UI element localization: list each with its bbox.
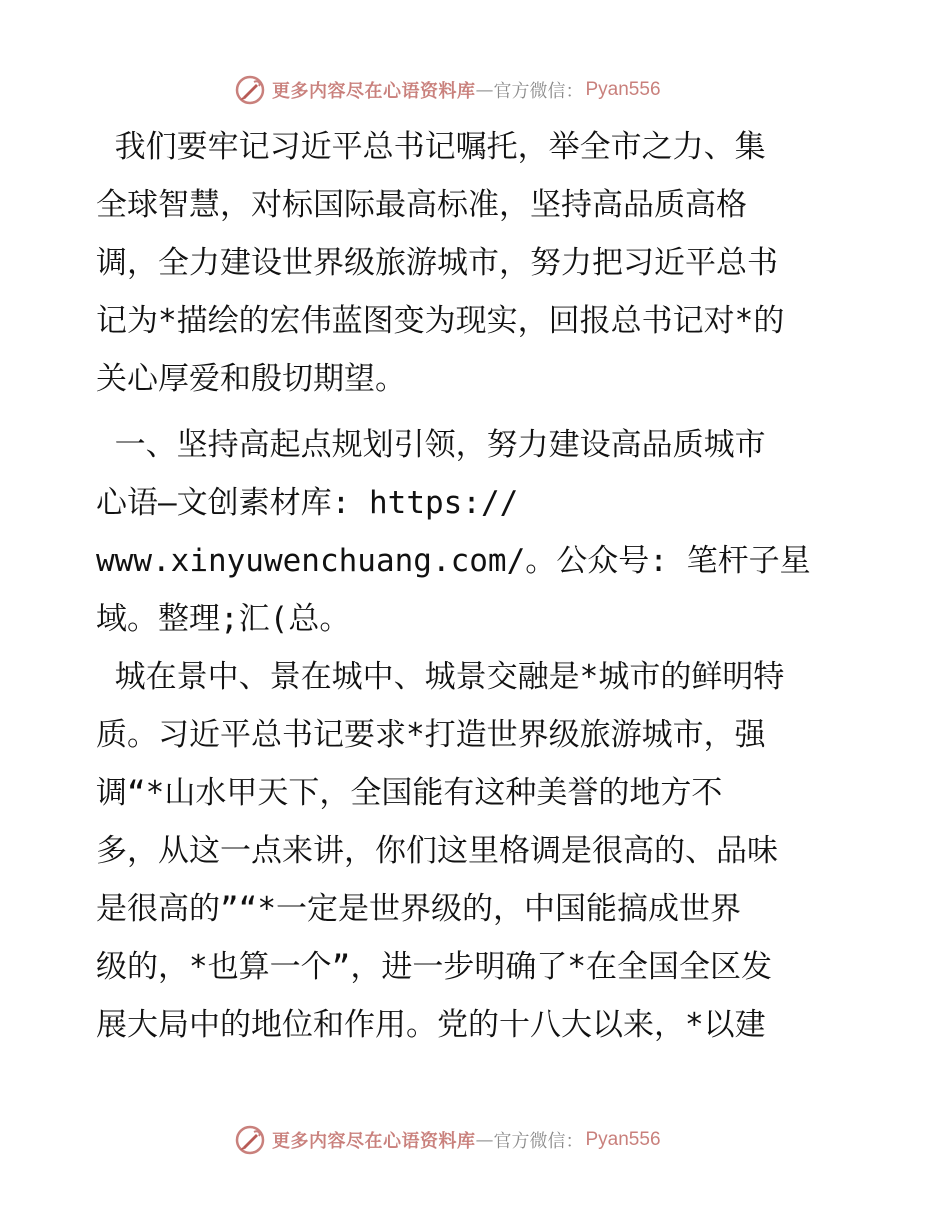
watermark-dash: — [475, 79, 494, 101]
paragraph [96, 118, 856, 408]
text-line: 全球智慧，对标国际最高标准，坚持高品质高格 [96, 187, 747, 223]
text-line: 质。习近平总书记要求*打造世界级旅游城市，强 [96, 717, 766, 753]
watermark-wechat-id: Pyan556 [585, 79, 661, 100]
text-line: 记为*描绘的宏伟蓝图变为现实，回报总书记对*的 [96, 303, 785, 339]
watermark-dash: — [475, 1129, 494, 1151]
watermark-slogan: 更多内容尽在心语资料库 [272, 1131, 476, 1152]
text-line: 城在景中、景在城中、城景交融是*城市的鲜明特 [96, 659, 785, 695]
document-body [96, 118, 856, 1062]
watermark-wechat-label: 官方微信： [493, 1131, 584, 1152]
paragraph [96, 648, 856, 1054]
text-line: 展大局中的地位和作用。党的十八大以来，*以建 [96, 1007, 766, 1043]
watermark-slogan: 更多内容尽在心语资料库 [272, 81, 476, 102]
section-heading [96, 416, 856, 474]
text-line: 调，全力建设世界级旅游城市，努力把习近平总书 [96, 245, 778, 281]
text-line: 心语—文创素材库: https:// [96, 485, 519, 521]
paragraph [96, 474, 856, 648]
text-line: 调“*山水甲天下，全国能有这种美誉的地方不 [96, 775, 723, 811]
text-line: 是很高的”“*一定是世界级的，中国能搞成世界 [96, 891, 741, 927]
text-line: 关心厚爱和殷切期望。 [96, 361, 406, 397]
text-line: 域。整理;汇(总。 [96, 601, 351, 637]
header-watermark [234, 73, 714, 107]
pen-logo-icon [234, 1124, 266, 1156]
text-line: 我们要牢记习近平总书记嘱托，举全市之力、集 [96, 129, 766, 165]
pen-logo-icon [234, 74, 266, 106]
text-line: 多，从这一点来讲，你们这里格调是很高的、品味 [96, 833, 778, 869]
text-line: www.xinyuwenchuang.com/。公众号: 笔杆子星 [96, 543, 811, 579]
text-line: 一、坚持高起点规划引领，努力建设高品质城市 [96, 427, 766, 463]
watermark-wechat-label: 官方微信： [493, 81, 584, 102]
footer-watermark [234, 1123, 714, 1157]
text-line: 级的，*也算一个”，进一步明确了*在全国全区发 [96, 949, 772, 985]
watermark-wechat-id: Pyan556 [585, 1129, 661, 1150]
